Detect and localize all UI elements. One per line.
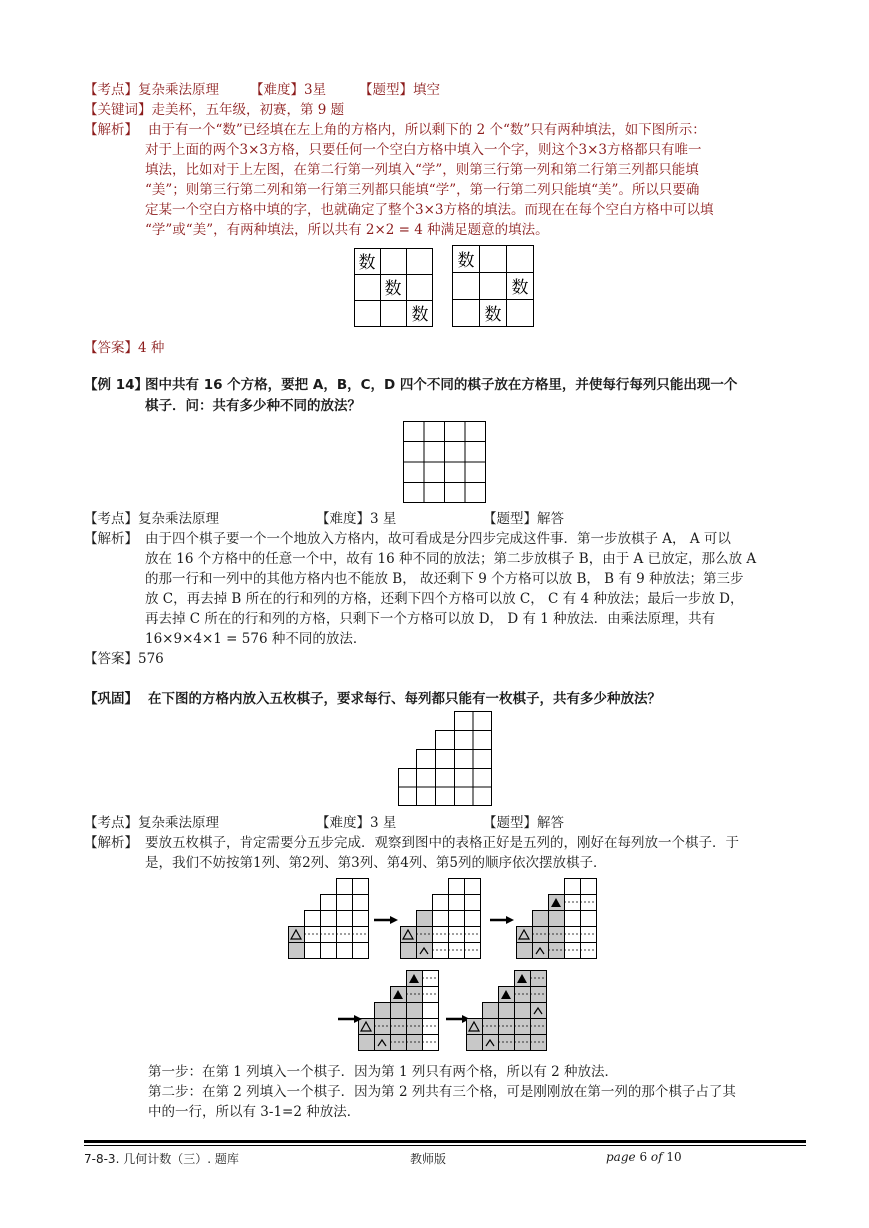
grid-cell: [337, 895, 353, 911]
grid-cell: [423, 1003, 439, 1019]
grid-cell: [465, 943, 481, 959]
staircase-grid: [398, 711, 493, 807]
shaded-cell: [416, 910, 432, 926]
analysis-line: “学”或“美”，有两种填法，所以共有 2×2 = 4 种满足题意的填法。: [145, 222, 549, 238]
shaded-cell: [532, 910, 548, 926]
nandu-value: 3 星: [370, 815, 397, 831]
footer-page: [606, 1150, 682, 1164]
shaded-cell: [482, 1034, 498, 1050]
arrow-head-icon: [390, 916, 398, 924]
answer-row-2: [84, 649, 164, 669]
grid-cell: [449, 911, 465, 927]
nandu-label: 【难度】: [316, 511, 370, 527]
grid-cell: [465, 911, 481, 927]
nandu-label: 【难度】: [316, 815, 370, 831]
analysis-label-2: 【解析】: [84, 531, 138, 547]
grid-char: 数: [484, 305, 502, 325]
shaded-cell: [374, 1034, 390, 1050]
step-line: 第二步：在第 2 列填入一个棋子．因为第 2 列共有三个格，可是刚刚放在第一列的那个棋子占了其: [148, 1084, 736, 1100]
grid-cell: [565, 911, 581, 927]
tags-row-3: [84, 813, 564, 833]
tags-row-1: [84, 80, 440, 100]
shaded-cell: [416, 942, 432, 958]
example-14-label: 【例 14】: [84, 377, 148, 393]
grid-cell: [581, 879, 597, 895]
answer-label: 【答案】: [84, 340, 138, 356]
shaded-cell: [482, 1002, 498, 1018]
grid-cell: [423, 1019, 439, 1035]
answer-row-1: [84, 338, 164, 358]
gonggu-question: 在下图的方格内放入五枚棋子，要求每行、每列都只能有一枚棋子，共有多少种放法？: [148, 691, 661, 707]
kaodian-value: 复杂乘法原理: [138, 815, 219, 831]
analysis-line: 的那一行和一列中的其他方格内也不能放 B， 故还剩下 9 个方格可以放 B， B 有 9 种放法；第三步: [145, 571, 744, 587]
analysis-line: 是，我们不妨按第1列、第2列、第3列、第4列、第5列的顺序依次摆放棋子．: [145, 855, 607, 871]
grid-cell: [353, 927, 369, 943]
step-line: 第一步：在第 1 列填入一个棋子．因为第 1 列只有两个格，所以有 2 种放法．: [148, 1064, 619, 1080]
page-total: 10: [666, 1150, 682, 1164]
nandu-label: 【难度】: [250, 82, 304, 98]
analysis-label-1: 【解析】: [84, 122, 138, 138]
analysis-line: 要放五枚棋子，肯定需要分五步完成．观察到图中的表格正好是五列的，刚好在每列放一个棋子．于: [145, 835, 739, 851]
grid-cell: [581, 911, 597, 927]
grid-char: 数: [358, 253, 376, 273]
shaded-cell: [514, 1002, 530, 1018]
grid-cell: [449, 879, 465, 895]
tixing-label: 【题型】: [483, 815, 537, 831]
step-diagrams: [280, 876, 610, 1058]
arrow-head-icon: [506, 916, 514, 924]
kaodian-value: 复杂乘法原理: [138, 511, 219, 527]
grid-cell: [321, 927, 337, 943]
shaded-cell: [516, 942, 532, 958]
grid-cell: [423, 987, 439, 1003]
grid-cell: [305, 943, 321, 959]
gonggu-label: 【巩固】: [84, 691, 138, 707]
grid-cell: [353, 943, 369, 959]
grid-cell: [423, 1035, 439, 1051]
grid-cell: [337, 943, 353, 959]
analysis-line: “美”；则第三行第二列和第一行第三列都只能填“学”，第一行第二列只能填“美”。所以只要确: [145, 182, 700, 198]
keyword-label: 【关键词】: [84, 102, 152, 118]
grid-cell: [433, 895, 449, 911]
grid-cell: [353, 879, 369, 895]
grid-cell: [565, 943, 581, 959]
keyword-row: [84, 100, 344, 120]
grid-cell: [433, 927, 449, 943]
answer-value: 576: [138, 651, 164, 667]
grid-cell: [433, 911, 449, 927]
footer-rule: [84, 1145, 806, 1146]
shaded-cell: [374, 1002, 390, 1018]
grid-cell: [449, 895, 465, 911]
grid-4x4: [403, 421, 487, 505]
analysis-line: 放 C，再去掉 B 所在的行和列的方格，还剩下四个方格可以放 C， C 有 4 种放法；最后一步放 D，: [145, 591, 744, 607]
nandu-value: 3 星: [370, 511, 397, 527]
grid-cell: [321, 911, 337, 927]
step-line: 中的一行，所以有 3-1=2 种放法．: [148, 1104, 361, 1120]
analysis-line: 定某一个空白方格中填的字，也就确定了整个3×3方格的填法。而现在在每个空白方格中可以填: [145, 202, 714, 218]
shaded-cell: [288, 942, 304, 958]
grid-cell: [581, 943, 597, 959]
grid-cell: [581, 895, 597, 911]
tags-row-2: [84, 509, 564, 529]
kaodian-label: 【考点】: [84, 815, 138, 831]
grid-cell: [353, 911, 369, 927]
shaded-cell: [390, 1002, 406, 1018]
example-14-question: 棋子．问：共有多少种不同的放法？: [145, 398, 361, 414]
tixing-label: 【题型】: [483, 511, 537, 527]
shaded-cell: [548, 910, 564, 926]
shaded-cell: [358, 1034, 374, 1050]
answer-value: 4 种: [138, 340, 165, 356]
tixing-label: 【题型】: [359, 82, 413, 98]
shaded-cell: [400, 942, 416, 958]
kaodian-value: 复杂乘法原理: [138, 82, 219, 98]
shaded-cell: [530, 1002, 546, 1018]
grid-cell: [565, 895, 581, 911]
grid-cell: [353, 895, 369, 911]
page-number: 6: [639, 1150, 648, 1164]
analysis-line: 16×9×4×1 = 576 种不同的放法．: [145, 631, 367, 647]
grid-cell: [433, 943, 449, 959]
kaodian-label: 【考点】: [84, 511, 138, 527]
grid-cell: [423, 971, 439, 987]
tixing-value: 解答: [537, 815, 564, 831]
page-prefix: page: [606, 1150, 636, 1164]
grid-cell: [337, 879, 353, 895]
keyword-value: 走美杯，五年级，初赛，第 9 题: [151, 102, 345, 118]
example-14-question: 图中共有 16 个方格，要把 A，B，C，D 四个不同的棋子放在方格里，并使每行每列只能出现一个: [145, 377, 738, 393]
analysis-line: 由于四个棋子要一个一个地放入方格内，故可看成是分四步完成这件事．第一步放棋子 A， A 可以: [145, 531, 731, 547]
grid-3x3-left: [354, 248, 438, 330]
analysis-line: 再去掉 C 所在的行和列的方格，只剩下一个方格可以放 D， D 有 1 种放法．由乘法原理，共有: [145, 611, 716, 627]
grid-cell: [449, 943, 465, 959]
shaded-cell: [406, 1002, 422, 1018]
analysis-line: 放在 16 个方格中的任意一个中，故有 16 种不同的放法；第二步放棋子 B，由于 A 已放定，那么放 A: [145, 551, 757, 567]
footer-rule: [84, 1140, 806, 1143]
grid-cell: [565, 927, 581, 943]
analysis-line: 对于上面的两个3×3方格，只要任何一个空白方格中填入一个字，则这个3×3方格都只有唯一: [145, 142, 702, 158]
grid-char: 数: [457, 251, 475, 271]
grid-cell: [305, 927, 321, 943]
grid-cell: [321, 895, 337, 911]
grid-cell: [465, 927, 481, 943]
grid-cell: [565, 879, 581, 895]
grid-cell: [337, 927, 353, 943]
kaodian-label: 【考点】: [84, 82, 138, 98]
analysis-line: 由于有一个“数”已经填在左上角的方格内，所以剩下的 2 个“数”只有两种填法，如下图所示：: [148, 122, 706, 138]
grid-cell: [321, 943, 337, 959]
page-of: of: [650, 1150, 663, 1164]
grid-cell: [465, 879, 481, 895]
grid-char: 数: [384, 279, 402, 299]
grid-char: 数: [411, 305, 429, 325]
answer-label: 【答案】: [84, 651, 138, 667]
tixing-value: 填空: [413, 82, 440, 98]
grid-cell: [449, 927, 465, 943]
shaded-cell: [498, 1002, 514, 1018]
footer-center: 教师版: [410, 1152, 447, 1166]
grid-cell: [337, 911, 353, 927]
grid-char: 数: [511, 278, 529, 298]
analysis-label-3: 【解析】: [84, 835, 138, 851]
analysis-line: 填法，比如对于上左图，在第二行第一列填入“学”，则第三行第一列和第二行第三列都只能填: [145, 162, 699, 178]
shaded-cell: [466, 1034, 482, 1050]
footer-left: 7-8-3. 几何计数（三）. 题库: [84, 1152, 239, 1166]
tixing-value: 解答: [537, 511, 564, 527]
grid-cell: [305, 911, 321, 927]
grid-cell: [581, 927, 597, 943]
grid-cell: [465, 895, 481, 911]
grid-3x3-right: [452, 245, 536, 329]
shaded-cell: [532, 942, 548, 958]
nandu-value: 3星: [304, 82, 327, 98]
